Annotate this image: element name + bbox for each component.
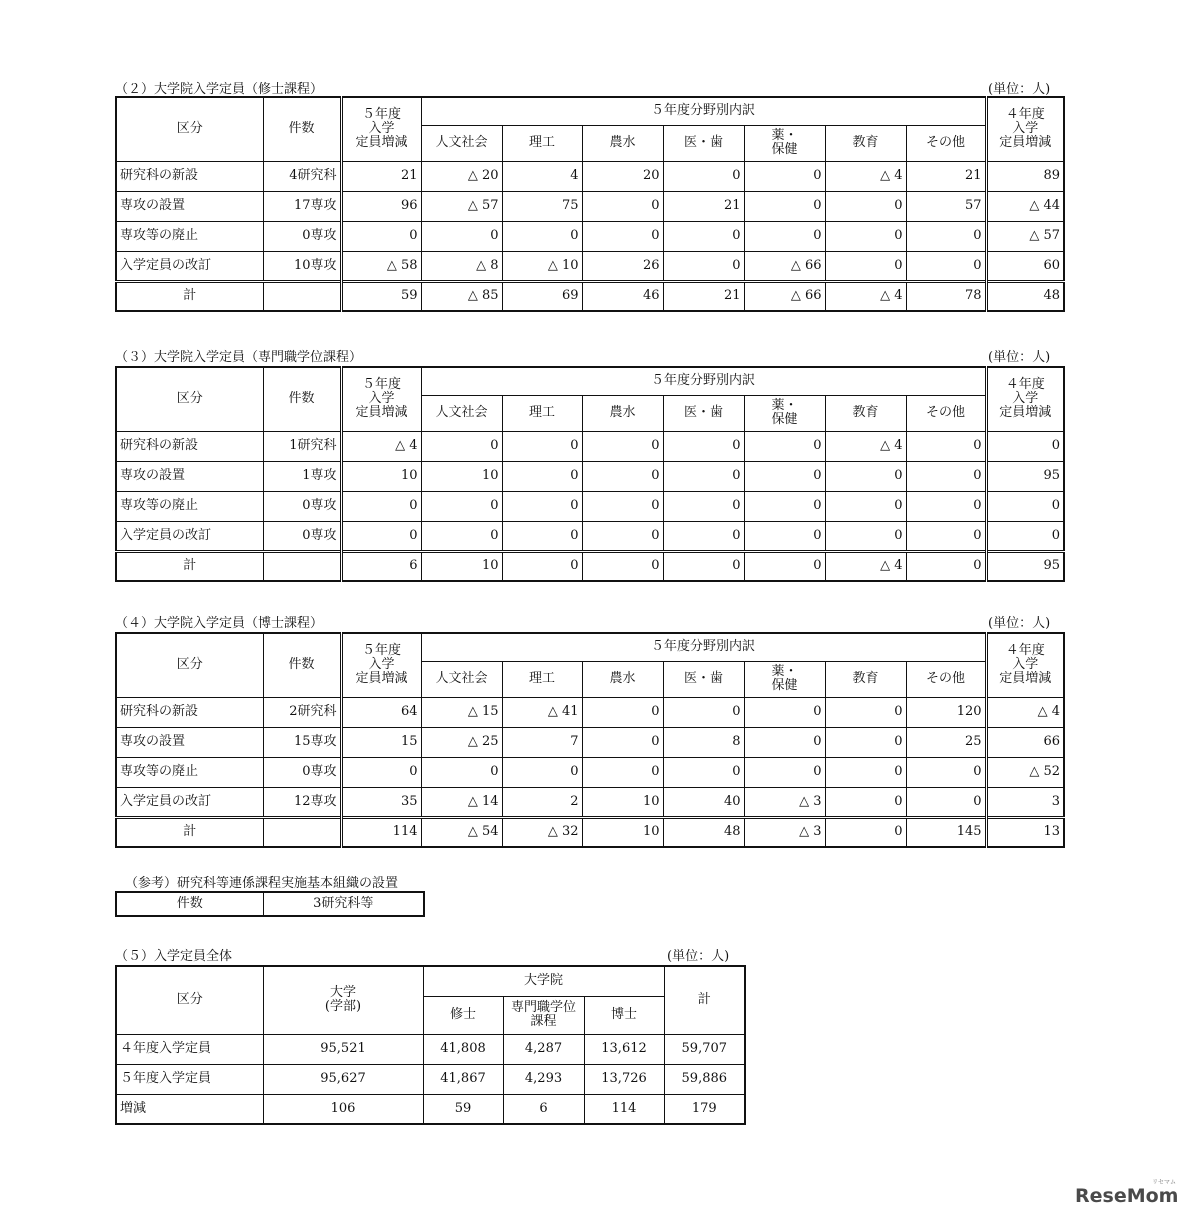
overall-value-cell: 114 — [584, 1094, 664, 1124]
header-field-1: 理工 — [502, 395, 582, 431]
header-r4-change: ４年度 入学 定員増減 — [986, 633, 1064, 697]
value-cell: 0 — [906, 757, 986, 787]
value-cell: 0 — [906, 521, 986, 551]
header-field-3: 医・歯 — [663, 661, 744, 697]
value-cell: 0 — [663, 491, 744, 521]
value-cell: 0 — [825, 787, 906, 817]
value-cell: △ 14 — [421, 787, 502, 817]
header-kubun: 区分 — [116, 367, 263, 431]
value-cell: 48 — [986, 281, 1064, 311]
row-label: 研究科の新設 — [116, 697, 263, 727]
overall-header-kubun: 区分 — [116, 966, 263, 1034]
value-cell: △ 58 — [341, 251, 421, 281]
overall-value-cell: 59,886 — [664, 1064, 745, 1094]
overall-row — [116, 1094, 745, 1124]
header-kubun: 区分 — [116, 97, 263, 161]
value-cell: 40 — [663, 787, 744, 817]
value-cell: 0 — [744, 191, 825, 221]
header-field-0: 人文社会 — [421, 661, 502, 697]
value-cell: 21 — [663, 281, 744, 311]
value-cell: 0 — [582, 461, 663, 491]
header-field-6: その他 — [906, 661, 986, 697]
overall-header-professional: 専門職学位 課程 — [503, 996, 584, 1034]
value-cell: 10 — [582, 817, 663, 847]
row-count: 0専攻 — [263, 521, 341, 551]
header-field-breakdown: ５年度分野別内訳 — [421, 97, 986, 125]
value-cell: 0 — [744, 697, 825, 727]
value-cell: △ 4 — [986, 697, 1064, 727]
professional-table — [115, 366, 1065, 582]
value-cell: 0 — [744, 431, 825, 461]
value-cell: △ 32 — [502, 817, 582, 847]
table-row — [116, 521, 1064, 551]
overall-header-master: 修士 — [423, 996, 503, 1034]
header-field-5: 教育 — [825, 395, 906, 431]
reference-value: 3研究科等 — [263, 892, 424, 916]
value-cell: 0 — [825, 817, 906, 847]
unit-label: (単位：人) — [988, 350, 1051, 365]
total-row — [116, 281, 1064, 311]
value-cell: 57 — [906, 191, 986, 221]
value-cell: 0 — [906, 461, 986, 491]
value-cell: 0 — [341, 521, 421, 551]
value-cell: △ 3 — [744, 817, 825, 847]
row-count — [263, 551, 341, 581]
overall-value-cell: 106 — [263, 1094, 423, 1124]
header-field-4: 薬・ 保健 — [744, 661, 825, 697]
value-cell: 69 — [502, 281, 582, 311]
value-cell: 2 — [502, 787, 582, 817]
value-cell: 120 — [906, 697, 986, 727]
value-cell: 0 — [744, 521, 825, 551]
header-field-1: 理工 — [502, 661, 582, 697]
overall-row-label: 増減 — [116, 1094, 263, 1124]
header-field-5: 教育 — [825, 661, 906, 697]
header-r5-change: ５年度 入学 定員増減 — [341, 97, 421, 161]
section-caption: （３）大学院入学定員（専門職学位課程） — [115, 350, 363, 365]
table-row — [116, 787, 1064, 817]
value-cell: 0 — [582, 521, 663, 551]
row-count: 10専攻 — [263, 251, 341, 281]
value-cell: 0 — [825, 521, 906, 551]
value-cell: 0 — [582, 697, 663, 727]
value-cell: 0 — [906, 491, 986, 521]
value-cell: 89 — [986, 161, 1064, 191]
overall-value-cell: 13,612 — [584, 1034, 664, 1064]
value-cell: 0 — [744, 461, 825, 491]
value-cell: 0 — [825, 221, 906, 251]
row-label: 専攻の設置 — [116, 461, 263, 491]
value-cell: 0 — [825, 697, 906, 727]
header-r5-change: ５年度 入学 定員増減 — [341, 367, 421, 431]
section-caption: （４）大学院入学定員（博士課程） — [115, 616, 324, 631]
value-cell: 0 — [421, 757, 502, 787]
header-field-4: 薬・ 保健 — [744, 125, 825, 161]
table-row — [116, 191, 1064, 221]
value-cell: 10 — [421, 551, 502, 581]
value-cell: 6 — [341, 551, 421, 581]
row-count: 4研究科 — [263, 161, 341, 191]
value-cell: 95 — [986, 551, 1064, 581]
value-cell: 0 — [582, 491, 663, 521]
overall-row — [116, 1064, 745, 1094]
overall-value-cell: 4,287 — [503, 1034, 584, 1064]
header-field-0: 人文社会 — [421, 395, 502, 431]
row-count — [263, 817, 341, 847]
total-row — [116, 551, 1064, 581]
overall-row-label: ５年度入学定員 — [116, 1064, 263, 1094]
value-cell: 8 — [663, 727, 744, 757]
value-cell: 25 — [906, 727, 986, 757]
value-cell: 0 — [663, 551, 744, 581]
overall-caption: （５）入学定員全体 — [115, 949, 233, 964]
overall-value-cell: 41,808 — [423, 1034, 503, 1064]
value-cell: 0 — [825, 191, 906, 221]
value-cell: 0 — [744, 221, 825, 251]
row-label: 計 — [116, 281, 263, 311]
value-cell: 0 — [663, 431, 744, 461]
value-cell: 0 — [906, 251, 986, 281]
header-r5-change: ５年度 入学 定員増減 — [341, 633, 421, 697]
header-field-breakdown: ５年度分野別内訳 — [421, 367, 986, 395]
value-cell: 0 — [582, 191, 663, 221]
overall-value-cell: 41,867 — [423, 1064, 503, 1094]
value-cell: 35 — [341, 787, 421, 817]
value-cell: 20 — [582, 161, 663, 191]
overall-row-label: ４年度入学定員 — [116, 1034, 263, 1064]
table-row — [116, 161, 1064, 191]
header-count: 件数 — [263, 633, 341, 697]
value-cell: △ 4 — [825, 161, 906, 191]
overall-value-cell: 179 — [664, 1094, 745, 1124]
overall-row — [116, 1034, 745, 1064]
value-cell: 95 — [986, 461, 1064, 491]
value-cell: 0 — [744, 757, 825, 787]
header-field-2: 農水 — [582, 395, 663, 431]
overall-unit: (単位：人) — [667, 949, 730, 964]
value-cell: 21 — [341, 161, 421, 191]
value-cell: 0 — [986, 491, 1064, 521]
value-cell: 0 — [421, 221, 502, 251]
value-cell: 0 — [502, 521, 582, 551]
table-row — [116, 251, 1064, 281]
value-cell: 7 — [502, 727, 582, 757]
value-cell: 0 — [744, 491, 825, 521]
total-row — [116, 817, 1064, 847]
row-count: 17専攻 — [263, 191, 341, 221]
overall-header-total: 計 — [664, 966, 745, 1034]
overall-value-cell: 59 — [423, 1094, 503, 1124]
header-r4-change: ４年度 入学 定員増減 — [986, 97, 1064, 161]
value-cell: 0 — [906, 431, 986, 461]
table-row — [116, 727, 1064, 757]
value-cell: 0 — [341, 757, 421, 787]
value-cell: △ 4 — [825, 431, 906, 461]
row-count: 1研究科 — [263, 431, 341, 461]
value-cell: △ 66 — [744, 281, 825, 311]
resemom-logo-kana: リセマム — [1152, 1179, 1176, 1186]
header-field-3: 医・歯 — [663, 395, 744, 431]
value-cell: 114 — [341, 817, 421, 847]
value-cell: 0 — [663, 521, 744, 551]
row-label: 専攻の設置 — [116, 191, 263, 221]
value-cell: △ 25 — [421, 727, 502, 757]
value-cell: △ 20 — [421, 161, 502, 191]
table-row — [116, 697, 1064, 727]
value-cell: 0 — [502, 221, 582, 251]
reference-label: 件数 — [116, 892, 263, 916]
header-r4-change: ４年度 入学 定員増減 — [986, 367, 1064, 431]
value-cell: 0 — [502, 461, 582, 491]
value-cell: 0 — [744, 161, 825, 191]
overall-header-graduate: 大学院 — [423, 966, 664, 996]
overall-value-cell: 4,293 — [503, 1064, 584, 1094]
header-count: 件数 — [263, 367, 341, 431]
row-count: 15専攻 — [263, 727, 341, 757]
value-cell: 0 — [986, 521, 1064, 551]
value-cell: 0 — [744, 551, 825, 581]
value-cell: △ 52 — [986, 757, 1064, 787]
doctor-table — [115, 632, 1065, 848]
value-cell: 0 — [421, 491, 502, 521]
row-label: 専攻等の廃止 — [116, 757, 263, 787]
overall-header-university: 大学 (学部) — [263, 966, 423, 1034]
header-field-4: 薬・ 保健 — [744, 395, 825, 431]
unit-label: (単位：人) — [988, 82, 1051, 97]
value-cell: 0 — [421, 431, 502, 461]
table-row — [116, 431, 1064, 461]
value-cell: △ 15 — [421, 697, 502, 727]
value-cell: △ 4 — [825, 551, 906, 581]
overall-value-cell: 59,707 — [664, 1034, 745, 1064]
value-cell: 0 — [582, 757, 663, 787]
value-cell: 0 — [582, 551, 663, 581]
value-cell: △ 54 — [421, 817, 502, 847]
unit-label: (単位：人) — [988, 616, 1051, 631]
table-row — [116, 757, 1064, 787]
value-cell: 0 — [986, 431, 1064, 461]
value-cell: △ 3 — [744, 787, 825, 817]
row-count — [263, 281, 341, 311]
value-cell: 66 — [986, 727, 1064, 757]
row-label: 計 — [116, 551, 263, 581]
section-caption: （２）大学院入学定員（修士課程） — [115, 82, 324, 97]
value-cell: 0 — [663, 461, 744, 491]
reference-caption: （参考）研究科等連係課程実施基本組織の設置 — [125, 876, 399, 891]
value-cell: 0 — [906, 551, 986, 581]
value-cell: 46 — [582, 281, 663, 311]
value-cell: 0 — [663, 251, 744, 281]
table-row — [116, 461, 1064, 491]
overall-value-cell: 95,627 — [263, 1064, 423, 1094]
value-cell: 96 — [341, 191, 421, 221]
header-field-0: 人文社会 — [421, 125, 502, 161]
row-label: 研究科の新設 — [116, 431, 263, 461]
value-cell: △ 57 — [421, 191, 502, 221]
value-cell: 21 — [663, 191, 744, 221]
row-count: 0専攻 — [263, 491, 341, 521]
value-cell: 0 — [825, 757, 906, 787]
row-label: 入学定員の改訂 — [116, 251, 263, 281]
value-cell: 0 — [663, 221, 744, 251]
value-cell: 0 — [744, 727, 825, 757]
value-cell: 0 — [341, 491, 421, 521]
value-cell: 0 — [421, 521, 502, 551]
value-cell: 0 — [825, 727, 906, 757]
value-cell: 0 — [663, 697, 744, 727]
row-label: 計 — [116, 817, 263, 847]
value-cell: △ 66 — [744, 251, 825, 281]
value-cell: 0 — [502, 757, 582, 787]
overall-value-cell: 6 — [503, 1094, 584, 1124]
value-cell: 145 — [906, 817, 986, 847]
header-field-1: 理工 — [502, 125, 582, 161]
value-cell: 3 — [986, 787, 1064, 817]
row-count: 0専攻 — [263, 221, 341, 251]
header-field-5: 教育 — [825, 125, 906, 161]
table-row — [116, 221, 1064, 251]
value-cell: △ 4 — [825, 281, 906, 311]
value-cell: 59 — [341, 281, 421, 311]
table-row — [116, 491, 1064, 521]
overall-value-cell: 13,726 — [584, 1064, 664, 1094]
header-count: 件数 — [263, 97, 341, 161]
value-cell: 64 — [341, 697, 421, 727]
row-label: 入学定員の改訂 — [116, 787, 263, 817]
value-cell: 0 — [663, 757, 744, 787]
value-cell: 21 — [906, 161, 986, 191]
value-cell: 13 — [986, 817, 1064, 847]
header-kubun: 区分 — [116, 633, 263, 697]
value-cell: 10 — [582, 787, 663, 817]
row-count: 2研究科 — [263, 697, 341, 727]
value-cell: △ 57 — [986, 221, 1064, 251]
header-field-6: その他 — [906, 125, 986, 161]
header-field-3: 医・歯 — [663, 125, 744, 161]
value-cell: 0 — [825, 251, 906, 281]
value-cell: 48 — [663, 817, 744, 847]
resemom-logo: ReseMom — [1075, 1185, 1179, 1207]
value-cell: 26 — [582, 251, 663, 281]
value-cell: 0 — [906, 221, 986, 251]
header-field-2: 農水 — [582, 661, 663, 697]
row-count: 0専攻 — [263, 757, 341, 787]
value-cell: △ 8 — [421, 251, 502, 281]
overall-header-doctor: 博士 — [584, 996, 664, 1034]
master-table — [115, 96, 1065, 312]
value-cell: 0 — [906, 787, 986, 817]
overall-table — [115, 965, 746, 1125]
row-label: 専攻等の廃止 — [116, 491, 263, 521]
value-cell: 0 — [502, 491, 582, 521]
value-cell: 4 — [502, 161, 582, 191]
value-cell: 0 — [502, 551, 582, 581]
value-cell: 15 — [341, 727, 421, 757]
value-cell: △ 41 — [502, 697, 582, 727]
row-label: 専攻の設置 — [116, 727, 263, 757]
value-cell: 10 — [421, 461, 502, 491]
row-label: 研究科の新設 — [116, 161, 263, 191]
value-cell: △ 10 — [502, 251, 582, 281]
value-cell: 0 — [341, 221, 421, 251]
value-cell: △ 44 — [986, 191, 1064, 221]
value-cell: 60 — [986, 251, 1064, 281]
value-cell: 0 — [663, 161, 744, 191]
value-cell: 0 — [825, 491, 906, 521]
reference-table — [115, 891, 425, 917]
header-field-breakdown: ５年度分野別内訳 — [421, 633, 986, 661]
value-cell: 75 — [502, 191, 582, 221]
value-cell: 78 — [906, 281, 986, 311]
overall-value-cell: 95,521 — [263, 1034, 423, 1064]
value-cell: 10 — [341, 461, 421, 491]
value-cell: 0 — [502, 431, 582, 461]
value-cell: 0 — [582, 221, 663, 251]
row-label: 入学定員の改訂 — [116, 521, 263, 551]
row-count: 12専攻 — [263, 787, 341, 817]
value-cell: △ 4 — [341, 431, 421, 461]
row-count: 1専攻 — [263, 461, 341, 491]
value-cell: △ 85 — [421, 281, 502, 311]
value-cell: 0 — [582, 727, 663, 757]
header-field-6: その他 — [906, 395, 986, 431]
value-cell: 0 — [825, 461, 906, 491]
header-field-2: 農水 — [582, 125, 663, 161]
value-cell: 0 — [582, 431, 663, 461]
row-label: 専攻等の廃止 — [116, 221, 263, 251]
